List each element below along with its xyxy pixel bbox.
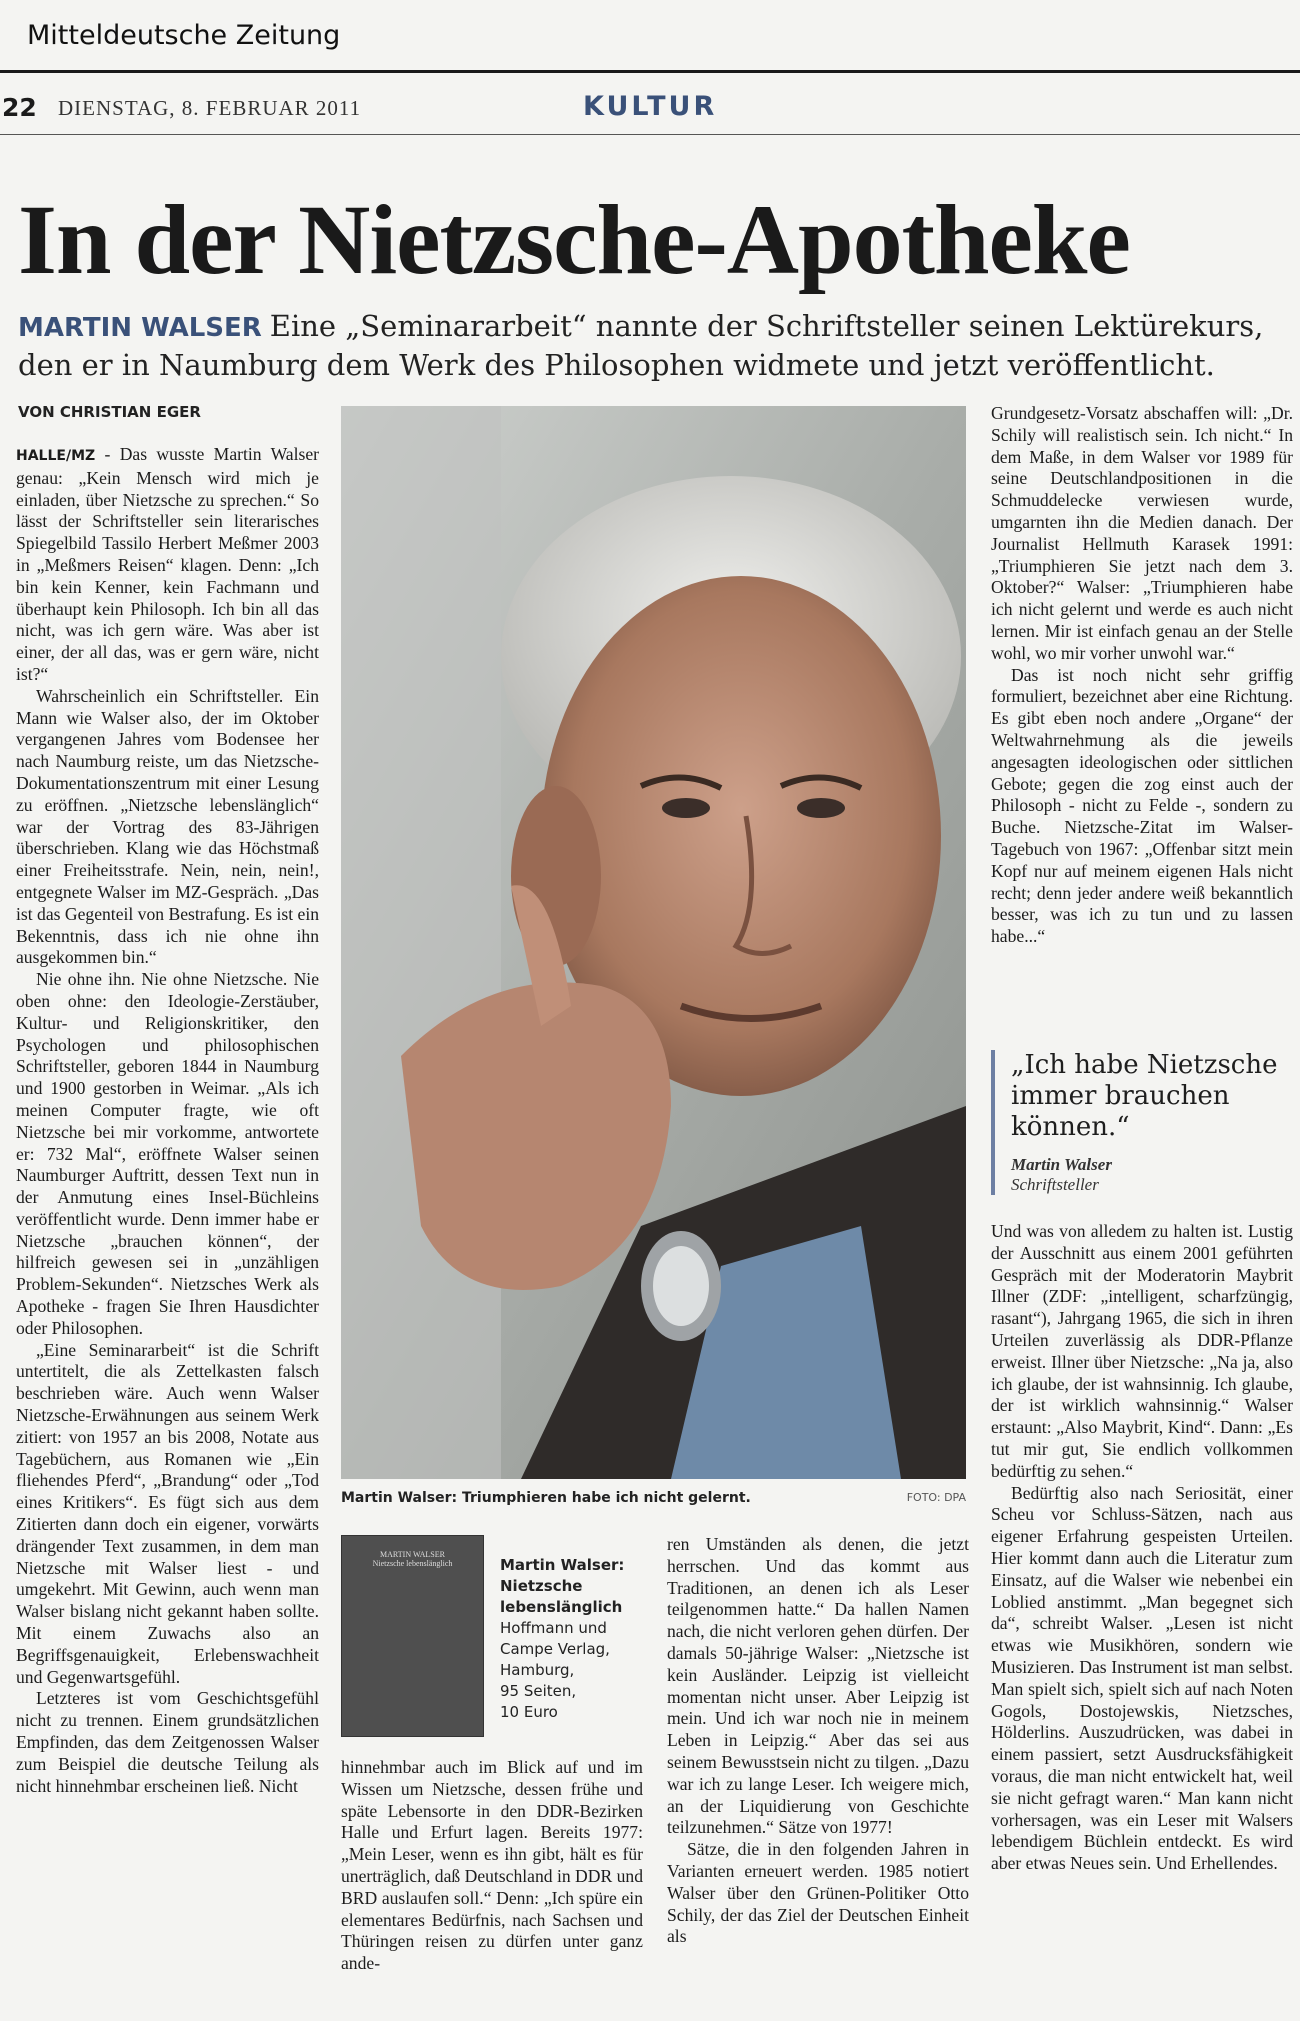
paragraph: Letzteres ist vom Geschichtsgefühl nicht zu trennen. Einem grundsätzlichen Empfinden, das dem Zeitgenossen Walser zum Beispiel die deutsche Teilung als nicht hinnehmbar erscheinen ließ. Nicht bbox=[16, 1688, 319, 1796]
paragraph: HALLE/MZ - Das wusste Martin Walser genau: „Kein Mensch wird mich je einladen, über Nietzsche zu sprechen.“ So lässt der Schriftsteller sein literarisches Spiegelbild Tassilo Herbert Meßmer 2003 in „Meßmers Reisen“ klagen. Denn: „Ich bin kein Kenner, kein Fachmann und überhaupt kein Philosoph. Ich bin all das nicht, was ich gern wäre. Was aber ist einer, der all das, was er gern wäre, nicht ist?“ bbox=[16, 444, 319, 684]
column-4-top bbox=[991, 403, 1293, 1028]
pull-quote bbox=[991, 1050, 1300, 1195]
pull-quote-author: Martin Walser bbox=[1011, 1155, 1112, 1174]
book-title-line: Nietzsche bbox=[500, 1577, 583, 1595]
caption-text: Martin Walser: Triumphieren habe ich nicht gelernt. bbox=[341, 1490, 751, 1506]
book-title-line: lebenslänglich bbox=[500, 1598, 623, 1616]
byline: VON CHRISTIAN EGER bbox=[18, 403, 201, 421]
paragraph: Und was von alledem zu halten ist. Lustig der Ausschnitt aus einem 2001 geführten Gespräch mit der Moderatorin Maybrit Illner (ZDF: „intelligent, scharfzüngig, rasant“), Jahrgang 1965, die sich in ihren Urteilen zuverlässig als DDR-Pflanze erweist. Illner über Nietzsche: „Na ja, also ich glaube, der ist wahnsinnig. Ich glaube, der ist wirklich wahnsinnig.“ Walser erstaunt: „Also Maybrit, Kind“. Dann: „Es tut mir gut, Sie endlich vollkommen bedürftig zu sehen.“ bbox=[991, 1221, 1293, 1481]
pull-quote-role: Schriftsteller bbox=[1011, 1175, 1099, 1194]
paragraph: hinnehmbar auch im Blick auf und im Wissen um Nietzsche, dessen frühe und späte Lebensorte in den DDR-Bezirken Halle und Erfurt lagen. Bereits 1977: „Mein Leser, wenn es ihn gibt, hält es für unerträglich, daß Deutschland in DDR und BRD auslaufen soll.“ Denn: „Ich spüre ein elementares Bedürfnis, nach Sachsen und Thüringen reisen zu dürfen unter ganz ande- bbox=[341, 1757, 643, 1974]
book-pages: 95 Seiten, bbox=[500, 1682, 577, 1700]
book-cover-label bbox=[350, 1550, 475, 1568]
paragraph: „Eine Seminararbeit“ ist die Schrift untertitelt, die als Zettelkasten falsch beschrieben wäre. Auch wenn Walser Nietzsche-Erwähnungen aus seinem Werk zitiert: von 1957 an bis 2008, Notate aus Tagebüchern, aus Romanen wie „Ein fliehendes Pferd“, „Brandung“ oder „Tod eines Kritikers“. Es fügt sich aus dem Zitierten dann doch ein eigener, vorwärts drängender Text zusammen, in dem man Nietzsche mit Walser liest - und umgekehrt. Mit Gewinn, auch wenn man Walser bislang nicht gekannt haben sollte. Mit einem Zuwachs also an Begriffsgenauigkeit, Erlebenswachheit und Gegenwartsgefühl. bbox=[16, 1339, 319, 1687]
book-info bbox=[500, 1555, 650, 1723]
publication-name: Mitteldeutsche Zeitung bbox=[27, 20, 341, 51]
page-number: 22 bbox=[2, 93, 37, 122]
photo-credit: FOTO: DPA bbox=[906, 1491, 966, 1504]
paragraph: Bedürftig also nach Seriosität, einer Scheu vor Schluss-Sätzen, nach aus eigener Erfahrung gespeisten Urteilen. Hier kommt dann auch die Literatur zum Einsatz, auf die Walser wie nebenbei ein Loblied anstimmt. „Man begegnet sich da“, schreibt Walser. „Lesen ist nicht etwas wie Musikhören, sondern wie Musizieren. Das Instrument ist man selbst. Man spielt sich, spielt sich auf nach Noten Gogols, Dostojewskis, Nietzsches, Hölderlins. Auszudrücken, was dabei in einem passiert, setzt Ausdrucksfähigkeit voraus, die man nicht entwickelt hat, weil sie nicht gefragt waren.“ Man kann nicht vorhersagen, was ein Leser mit Walsers lebendigem Büchlein entdeckt. Es wird aber etwas Neues sein. Und Erhellendes. bbox=[991, 1482, 1293, 1874]
book-cover-title: Nietzsche lebenslänglich bbox=[372, 1559, 453, 1568]
paragraph: Das ist noch nicht sehr griffig formuliert, bezeichnet aber eine Richtung. Es gibt eben noch andere „Organe“ der Weltwahrnehmung als die jeweils angesagten ideologischen oder sittlichen Gebote; gegen die zog einst auch der Philosoph - nicht zu Felde -, sondern zu Buche. Nietzsche-Zitat im Walser-Tagebuch von 1967: „Offenbar sitzt mein Kopf nur auf meinem eigenen Hals nicht recht; denn jeder andere weiß bekanntlich besser, was ich zu tun und zu lassen habe...“ bbox=[991, 664, 1293, 947]
headline: In der Nietzsche-Apotheke bbox=[18, 184, 1130, 295]
column-2 bbox=[341, 1757, 643, 2011]
photo-caption bbox=[341, 1490, 966, 1506]
column-1 bbox=[16, 444, 319, 2004]
header-rule bbox=[0, 70, 1300, 73]
book-price: 10 Euro bbox=[500, 1703, 558, 1721]
portrait-illustration bbox=[341, 406, 966, 1479]
paragraph: Wahrscheinlich ein Schriftsteller. Ein Mann wie Walser also, der im Oktober vergangenen Jahres vom Bodensee her nach Naumburg reiste, um das Nietzsche-Dokumentationszentrum mit einer Lesung zu eröffnen. „Nietzsche lebenslänglich“ war der Vortrag des 83-Jährigen überschrieben. Klang wie das Höchstmaß einer Freiheitsstrafe. Nein, nein, nein!, entgegnete Walser im MZ-Gespräch. „Das ist das Gegenteil von Bestrafung. Es ist ein Bekenntnis, dass ich nie ohne ihn ausgekommen bin.“ bbox=[16, 685, 319, 968]
column-3 bbox=[667, 1534, 969, 2011]
article-photo bbox=[341, 406, 966, 1479]
paragraph: ren Umständen als denen, die jetzt herrschen. Und das kommt aus Traditionen, an denen ich als Leser teilgenommen hatte.“ Da hallen Namen nach, die nicht verloren gehen dürfen. Der damals 50-jährige Walser: „Nietzsche ist kein Ausländer. Leipzig ist vielleicht momentan nicht unser. Aber Leipzig ist mein. Und ich war noch nie in meinem Leben in Leipzig.“ Aber das sei aus seinem Bewusstsein nicht zu tilgen. „Dazu war ich zu lange Leser. Ich weigere mich, an der Liquidierung von Geschichte teilzunehmen.“ Sätze von 1977! bbox=[667, 1534, 969, 1838]
paragraph: Grundgesetz-Vorsatz abschaffen will: „Dr. Schily will realistisch sein. Ich nicht.“ In dem Maße, in dem Walser vor 1989 für seine Deutschlandpositionen in die Schmuddelecke verwiesen wurde, umgarnten ihn die Medien danach. Der Journalist Hellmuth Karasek 1991: „Triumphieren Sie jetzt nach dem 3. Oktober?“ Walser: „Triumphieren habe ich nicht gelernt und werde es auch nicht lernen. Mir ist einfach genau an der Stelle wohl, wo mir vorher unwohl war.“ bbox=[991, 403, 1293, 663]
teaser-text: Eine „Seminararbeit“ nannte der Schriftsteller seinen Lektürekurs, den er in Naumburg dem Werk des Philosophen widmete und jetzt veröffentlicht. bbox=[18, 309, 1264, 382]
header-subrule bbox=[0, 134, 1300, 135]
column-4-bottom bbox=[991, 1221, 1293, 2011]
teaser-tag: MARTIN WALSER bbox=[18, 313, 262, 343]
book-cover-author: MARTIN WALSER bbox=[380, 1550, 445, 1559]
section-label: KULTUR bbox=[583, 91, 718, 122]
pull-quote-text: „Ich habe Nietzsche immer brauchen können.“ bbox=[1011, 1050, 1278, 1142]
book-cover bbox=[341, 1535, 484, 1737]
paragraph: Nie ohne ihn. Nie ohne Nietzsche. Nie oben ohne: den Ideologie-Zerstäuber, Kultur- und Religionskritiker, den Psychologen und philosophischen Schriftsteller, geboren 1844 in Naumburg und 1900 gestorben in Weimar. „Als ich meinen Computer fragte, wie oft Nietzsche bei mir vorkomme, antwortete er: 732 Mal“, eröffnete Walser seinen Naumburger Auftritt, dessen Text nun in der Anmutung eines Insel-Büchleins veröffentlicht wurde. Denn immer habe er Nietzsche „brauchen können“, der hilfreich gewesen sei in „unzähligen Problem-Sekunden“. Nietzsches Werk als Apotheke - fragen Sie Ihren Hausdichter oder Philosophen. bbox=[16, 969, 319, 1338]
dateline: HALLE/MZ bbox=[16, 448, 96, 464]
book-title-line: Martin Walser: bbox=[500, 1556, 625, 1574]
book-publisher: Hoffmann und Campe Verlag, Hamburg, bbox=[500, 1619, 610, 1679]
issue-date: DIENSTAG, 8. FEBRUAR 2011 bbox=[58, 96, 362, 120]
paragraph: Sätze, die in den folgenden Jahren in Varianten erneuert werden. 1985 notiert Walser über den Grünen-Politiker Otto Schily, der das Ziel der Deutschen Einheit als bbox=[667, 1839, 969, 1947]
teaser bbox=[18, 308, 1288, 384]
